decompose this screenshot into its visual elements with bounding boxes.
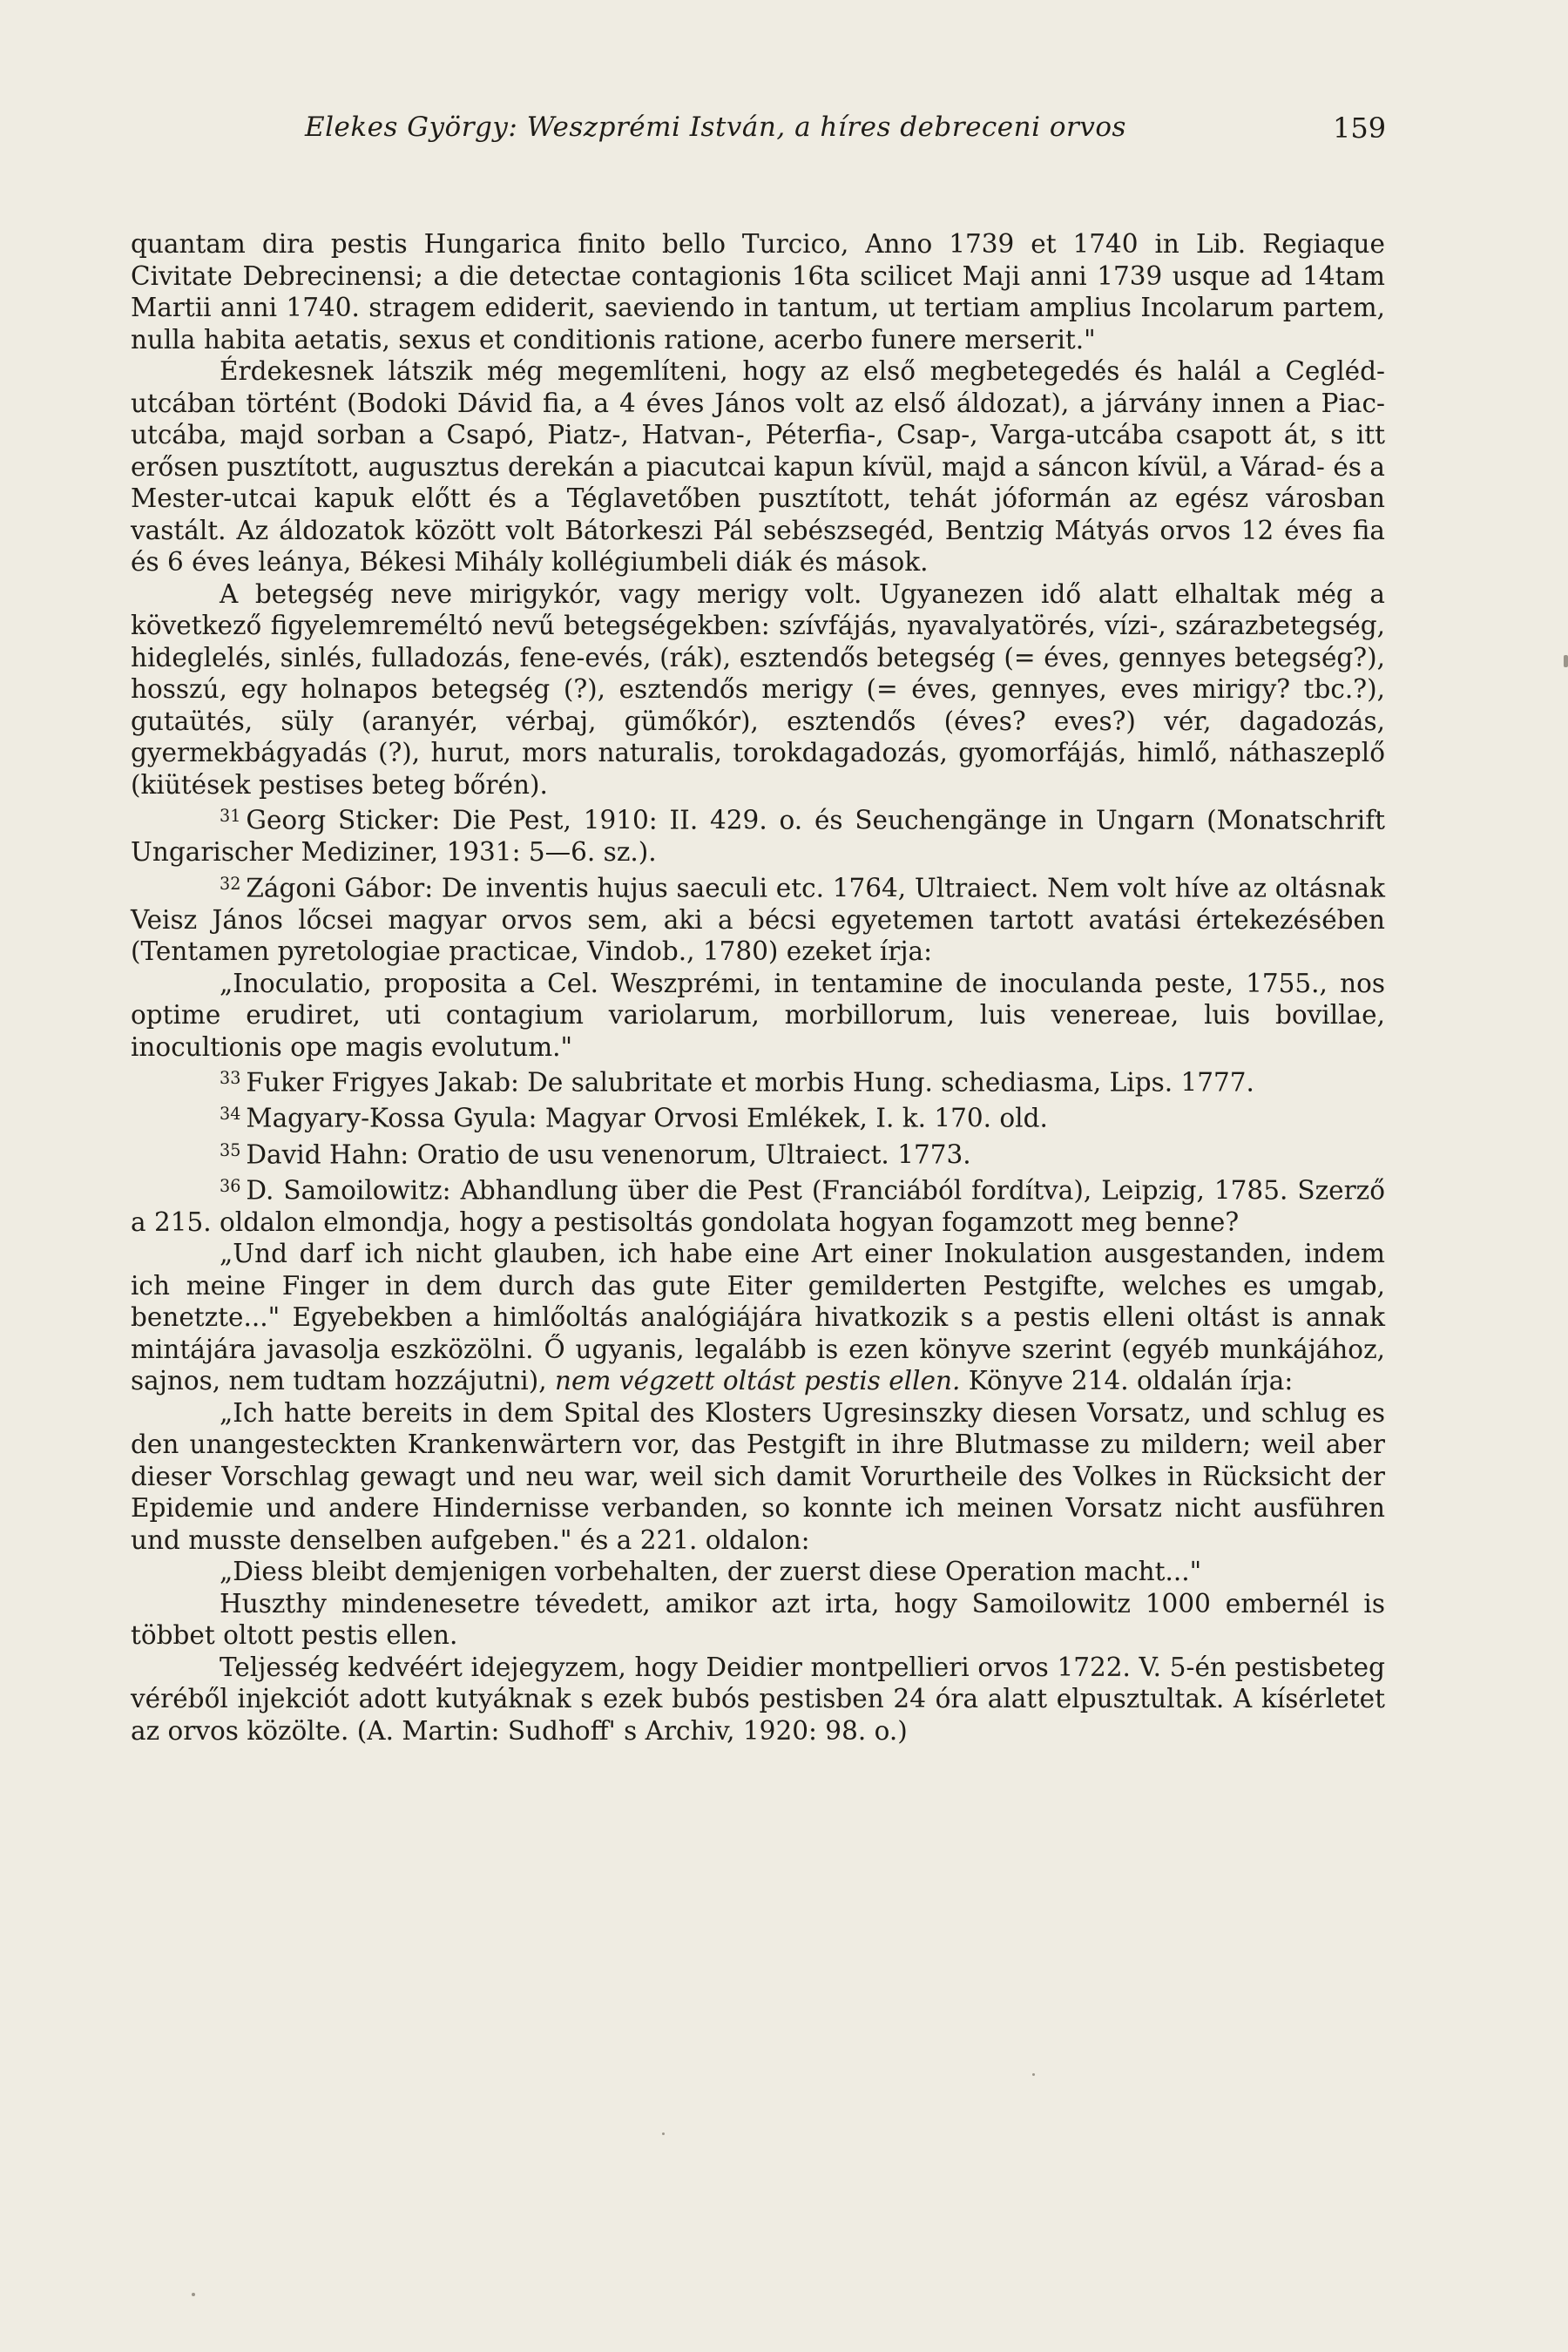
footnote-34 [131,1098,1385,1134]
paragraph-huszthy: Huszthy mindenesetre tévedett, amikor azt irta, hogy Samoilowitz 1000 embernél is többet oltott pestis ellen. [131,1588,1385,1651]
footnote-31 [131,801,1385,868]
footnote-31-text: Georg Sticker: Die Pest, 1910: II. 429. o. és Seuchengänge in Ungarn (Monatschrift Ungarischer Mediziner, 1931: 5—6. sz.). [131,805,1385,868]
footnote-33-text: Fuker Frigyes Jakab: De salubritate et morbis Hung. schediasma, Lips. 1777. [246,1067,1254,1098]
quote-diess-bleibt: „Diess bleibt demjenigen vorbehalten, der zuerst diese Operation macht..." [220,1557,1202,1587]
paper-speck [192,2293,195,2296]
page-number: 159 [1333,112,1387,145]
footnote-36-text: D. Samoilowitz: Abhandlung über die Pest (Franciából fordítva), Leipzig, 1785. Szerző a 215. oldalon elmondja, hogy a pestisoltás gondolata hogyan fogamzott meg benne? [131,1175,1385,1237]
quote-und-darf-text: „Und darf ich nicht glauben, ich habe eine Art einer Inokulation ausgestanden, indem ich meine Finger in dem durch das gute Eiter gemilderten Pestgifte, welches es umgab, benetzte..." Egyebekben a himlőoltás analógiájára hivatkozik s a pestis elleni oltást is annak mintájára javasolja eszközölni. Ő ugyanis, legalább is ezen könyve szerint (egyéb munkájához, sajnos, nem tudtam hozzájutni), [131,1239,1385,1396]
footnote-32-text: Zágoni Gábor: De inventis hujus saeculi etc. 1764, Ultraiect. Nem volt híve az oltásnak Veisz János lőcsei magyar orvos sem, aki a bécsi egyetemen tartott avatási értekezésében (Tentamen pyretologiae practicae, Vindob., 1780) ezeket írja: [131,873,1385,967]
footnote-32-number: 32 [220,873,241,894]
quote-inoculatio: „Inoculatio, proposita a Cel. Weszprémi, in tentamine de inoculanda peste, 1755., nos optime erudiret, uti contagium variolarum, morbillorum, luis venereae, luis bovillae, inocultionis ope magis evolutum." [131,968,1385,1062]
footnote-32 [131,868,1385,968]
body-text [131,228,1385,1747]
footnote-36 [131,1171,1385,1239]
quote-und-darf [131,1238,1385,1397]
paragraph-disease-names: A betegség neve mirigykór, vagy merigy volt. Ugyanezen idő alatt elhaltak még a következő figyelemreméltó nevű betegségekben: szívfájás, nyavalyatörés, vízi-, szárazbetegség, hideglelés, sinlés, fulladozás, fene-evés, (rák), esztendős betegség (= éves, gennyes betegség?), hosszú, egy holnapos betegség (?), esztendős merigy (= éves, gennyes, eves mirigy? tbc.?), gutaütés, süly (aranyér, vérbaj, gümőkór), esztendős (éves? eves?) vér, dagadozás, gyermekbágyadás (?), hurut, mors naturalis, torokdagadozás, gyomorfájás, himlő, náthaszeplő (kiütések pestises beteg bőrén). [131,578,1385,800]
paper-speck [1032,2073,1035,2076]
paper-speck [662,2132,665,2135]
footnote-35-number: 35 [220,1139,241,1160]
paragraph-teljesseg: Teljesség kedvéért idejegyzem, hogy Deidier montpellieri orvos 1722. V. 5-én pestisbeteg véréből injekciót adott kutyáknak s ezek bubós pestisben 24 óra alatt elpusztultak. A kísérletet az orvos közölte. (A. Martin: Sudhoff' s Archiv, 1920: 98. o.) [131,1652,1385,1746]
footnote-35-text: David Hahn: Oratio de usu venenorum, Ultraiect. 1773. [246,1139,971,1170]
running-title: Elekes György: Weszprémi István, a híres debreceni orvos [305,112,1126,143]
footnote-31-number: 31 [220,806,241,826]
paper-speck [1564,655,1568,667]
quote-ich-hatte: „Ich hatte bereits in dem Spital des Klosters Ugresinszky diesen Vorsatz, und schlug es den unangesteckten Krankenwärtern vor, das Pestgift in ihre Blutmasse zu mildern; weil aber dieser Vorschlag gewagt und neu war, weil sich damit Vorurtheile des Volkes in Rücksicht der Epidemie und andere Hindernisse verbanden, so konnte ich meinen Vorsatz nicht ausführen und musste denselben aufgeben." és a 221. oldalon: [131,1397,1385,1555]
footnote-34-number: 34 [220,1104,241,1125]
footnote-36-number: 36 [220,1175,241,1196]
quote-und-darf-end: Könyve 214. oldalán írja: [960,1366,1294,1396]
footnote-35 [131,1135,1385,1171]
footnote-33-number: 33 [220,1068,241,1089]
italic-emphasis: nem végzett oltást pestis ellen. [555,1366,961,1396]
footnote-34-text: Magyary-Kossa Gyula: Magyar Orvosi Emlékek, I. k. 170. old. [246,1104,1048,1133]
latin-quote-continuation: quantam dira pestis Hungarica finito bello Turcico, Anno 1739 et 1740 in Lib. Regiaque Civitate Debrecinensi; a die detectae contagionis 16ta scilicet Maji anni 1739 usque ad 14tam Martii anni 1740. stragem ediderit, saeviendo in tantum, ut tertiam amplius Incolarum partem, nulla habita aetatis, sexus et conditionis ratione, acerbo funere merserit." [131,229,1385,355]
paragraph-epidemic-spread: Érdekesnek látszik még megemlíteni, hogy az első megbetegedés és halál a Cegléd-utcában történt (Bodoki Dávid fia, a 4 éves János volt az első áldozat), a járvány innen a Piac-utcába, majd sorban a Csapó, Piatz-, Hatvan-, Péterfia-, Csap-, Varga-utcába csapott át, s itt erősen pusztított, augusztus derekán a piacutcai kapun kívül, majd a sáncon kívül, a Várad- és a Mester-utcai kapuk előtt és a Téglavetőben pusztított, tehát jóformán az egész városban vastált. Az áldozatok között volt Bátorkeszi Pál sebészsegéd, Bentzig Mátyás orvos 12 éves fia és 6 éves leánya, Békesi Mihály kollégiumbeli diák és mások. [131,356,1385,577]
footnote-33 [131,1063,1385,1098]
